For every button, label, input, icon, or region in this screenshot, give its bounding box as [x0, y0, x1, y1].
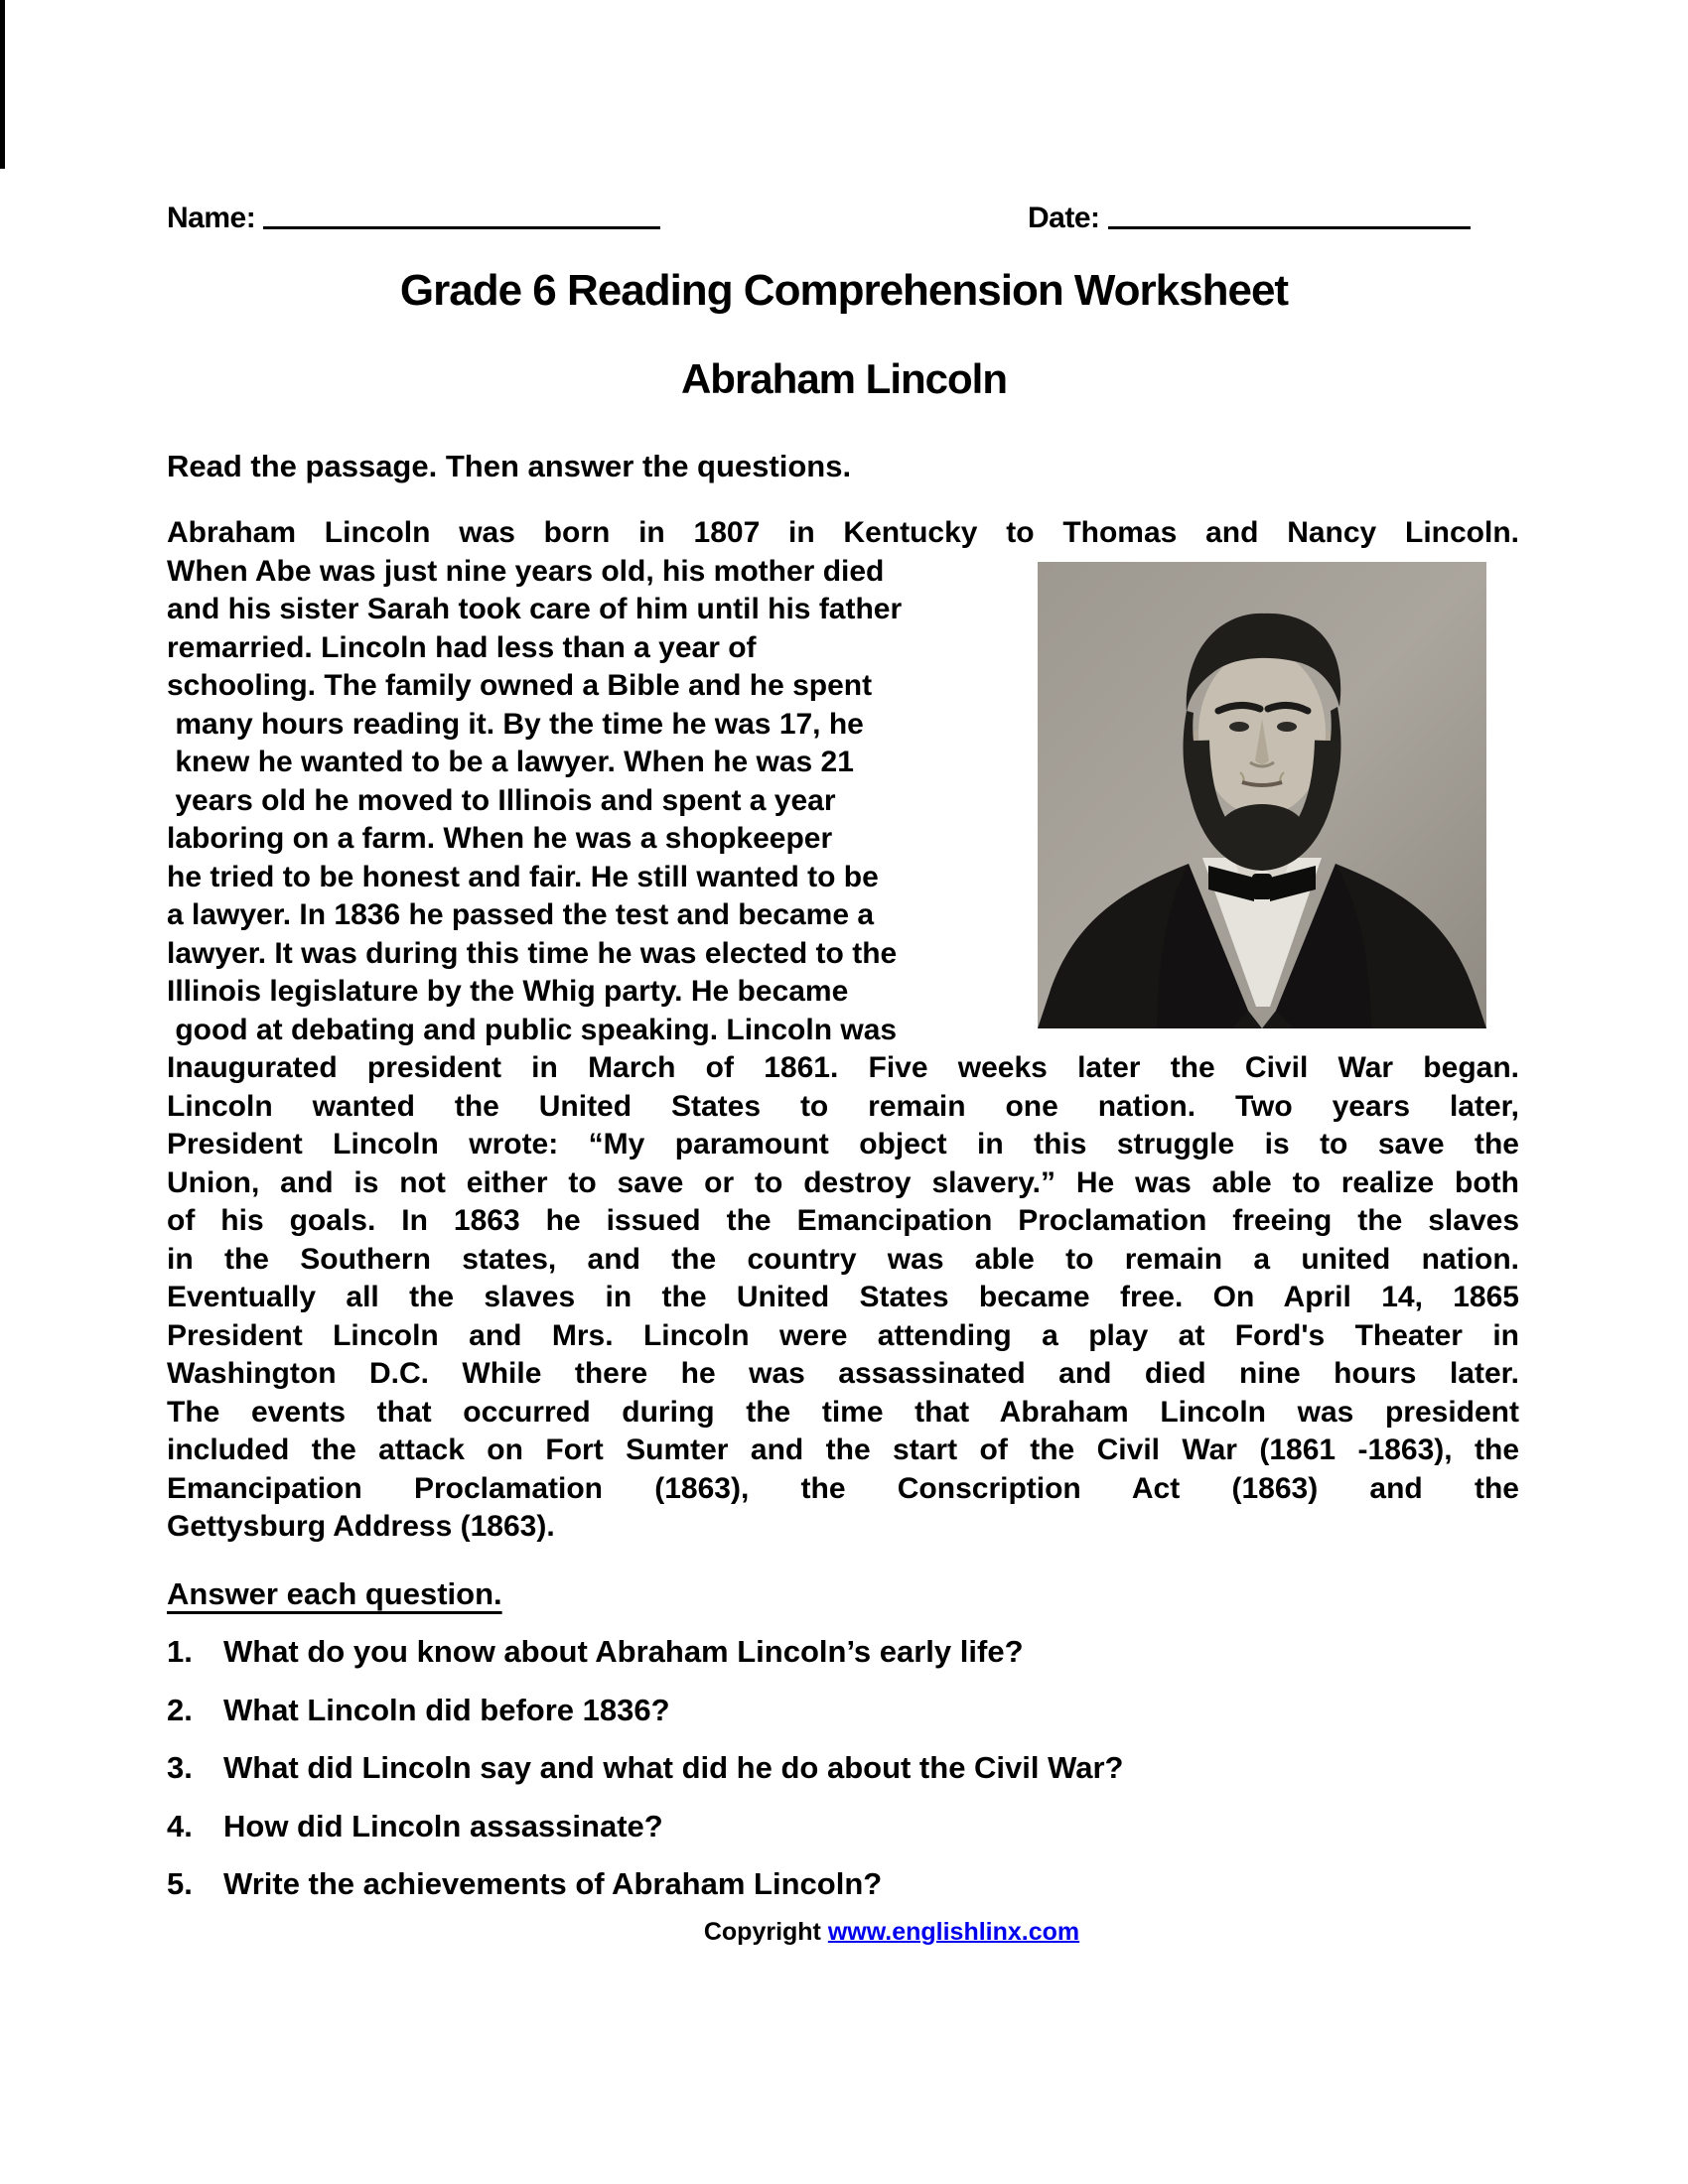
question-number: 5. — [167, 1866, 193, 1901]
question-list — [167, 1633, 1519, 1924]
questions-heading: Answer each question. — [167, 1576, 502, 1611]
passage-line: lawyer. It was during this time he was elected to the — [167, 936, 898, 970]
name-date-row — [167, 197, 1519, 236]
passage-line: many hours reading it. By the time he was 17, he — [167, 707, 864, 741]
passage-line: years old he moved to Illinois and spent a year — [167, 783, 836, 817]
page-title: Grade 6 Reading Comprehension Worksheet — [399, 266, 1289, 315]
name-label: Name: — [167, 202, 256, 234]
question-item — [167, 1865, 1519, 1903]
question-text: How did Lincoln assassinate? — [223, 1808, 663, 1843]
question-number: 2. — [167, 1692, 193, 1727]
question-item — [167, 1692, 1519, 1729]
lincoln-portrait-illustration — [1038, 562, 1486, 1028]
question-number: 4. — [167, 1808, 193, 1843]
question-item — [167, 1633, 1519, 1671]
passage — [167, 514, 1519, 1547]
question-item — [167, 1808, 1519, 1845]
passage-line: Gettysburg Address (1863). — [167, 1510, 555, 1543]
name-blank-line — [263, 199, 660, 229]
date-field — [1028, 197, 1471, 235]
passage-line: knew he wanted to be a lawyer. When he was 21 — [167, 746, 854, 778]
passage-line: Union, and is not either to save or to destroy slavery.” He was able to realize both — [167, 1165, 1519, 1199]
passage-line: When Abe was just nine years old, his mother died — [167, 554, 885, 588]
date-label: Date: — [1028, 202, 1100, 234]
question-text: What do you know about Abraham Lincoln’s early life? — [223, 1634, 1024, 1669]
passage-line: Emancipation Proclamation (1863), the Conscription Act (1863) and the — [167, 1471, 1519, 1505]
passage-line: Eventually all the slaves in the United States became free. On April 14, 1865 — [167, 1281, 1519, 1313]
passage-line: laboring on a farm. When he was a shopkeeper — [167, 822, 833, 855]
footer — [0, 1918, 1688, 1947]
passage-line: schooling. The family owned a Bible and he spent — [167, 669, 873, 702]
passage-line: and his sister Sarah took care of him until his father — [167, 593, 903, 625]
question-item — [167, 1749, 1519, 1787]
passage-line: President Lincoln wrote: “My paramount object in this struggle is to save the — [167, 1128, 1519, 1160]
instructions-text: Read the passage. Then answer the questions. — [167, 449, 852, 483]
passage-line: Illinois legislature by the Whig party. He became — [167, 975, 849, 1008]
passage-line: The events that occurred during the time that Abraham Lincoln was president — [167, 1395, 1519, 1429]
passage-line: a lawyer. In 1836 he passed the test and became a — [167, 898, 875, 931]
copyright-label: Copyright — [703, 1918, 821, 1946]
passage-line: Washington D.C. While there he was assassinated and died nine hours later. — [167, 1357, 1519, 1390]
passage-line: remarried. Lincoln had less than a year of — [167, 630, 757, 664]
date-blank-line — [1108, 199, 1471, 229]
passage-line: Inaugurated president in March of 1861. Five weeks later the Civil War began. — [167, 1051, 1519, 1084]
passage-line: he tried to be honest and fair. He still wanted to be — [167, 860, 879, 893]
englishlinx-link[interactable]: www.englishlinx.com — [827, 1918, 1080, 1946]
question-text: What did Lincoln say and what did he do about the Civil War? — [223, 1750, 1124, 1785]
passage-line: President Lincoln and Mrs. Lincoln were attending a play at Ford's Theater in — [167, 1318, 1519, 1352]
passage-line: Lincoln wanted the United States to remain one nation. Two years later, — [167, 1089, 1519, 1123]
passage-line: good at debating and public speaking. Lincoln was — [167, 1013, 898, 1046]
passage-line: included the attack on Fort Sumter and the start of the Civil War (1861 -1863), the — [167, 1433, 1519, 1466]
page-subtitle: Abraham Lincoln — [680, 355, 1008, 402]
scan-artifact-line — [0, 0, 5, 169]
question-number: 1. — [167, 1634, 193, 1669]
question-text: What Lincoln did before 1836? — [223, 1692, 670, 1727]
passage-line: of his goals. In 1863 he issued the Emancipation Proclamation freeing the slaves — [167, 1204, 1519, 1237]
question-text: Write the achievements of Abraham Lincoln? — [223, 1866, 883, 1901]
lincoln-portrait-photo — [1038, 562, 1486, 1028]
question-number: 3. — [167, 1750, 193, 1785]
passage-line: Abraham Lincoln was born in 1807 in Kentucky to Thomas and Nancy Lincoln. — [167, 516, 1519, 549]
passage-line: in the Southern states, and the country was able to remain a united nation. — [167, 1242, 1519, 1276]
